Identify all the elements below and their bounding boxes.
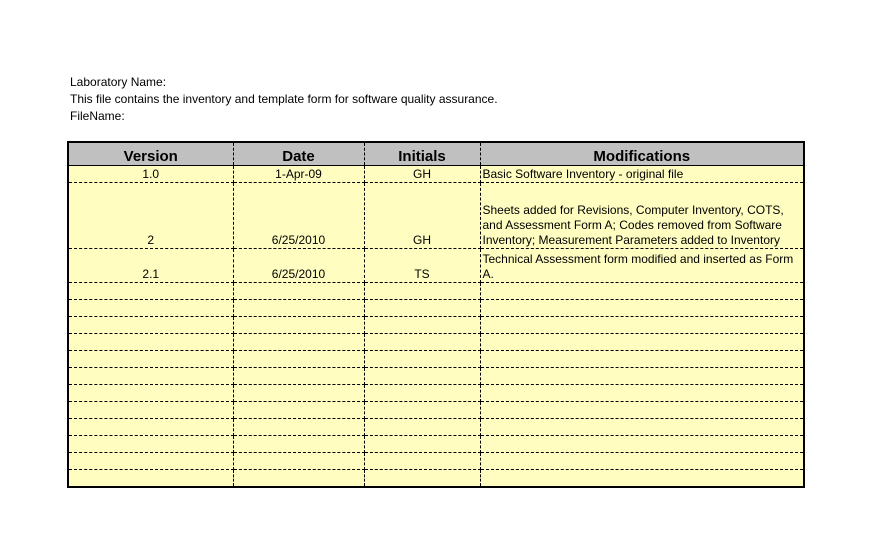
empty-cell[interactable]: [480, 300, 803, 317]
empty-cell[interactable]: [364, 317, 480, 334]
table-row: [69, 249, 803, 283]
empty-cell[interactable]: [69, 334, 233, 351]
document-header: [70, 74, 498, 125]
empty-row: [69, 300, 803, 317]
cell-version[interactable]: 2: [69, 183, 233, 249]
cell-date[interactable]: 6/25/2010: [233, 183, 364, 249]
empty-row: [69, 334, 803, 351]
empty-row: [69, 470, 803, 487]
empty-row: [69, 368, 803, 385]
empty-row: [69, 317, 803, 334]
empty-cell[interactable]: [69, 351, 233, 368]
empty-row: [69, 436, 803, 453]
empty-cell[interactable]: [69, 385, 233, 402]
empty-cell[interactable]: [69, 419, 233, 436]
empty-cell[interactable]: [480, 402, 803, 419]
empty-row: [69, 402, 803, 419]
empty-cell[interactable]: [480, 470, 803, 487]
empty-row: [69, 419, 803, 436]
empty-cell[interactable]: [69, 283, 233, 300]
empty-cell[interactable]: [233, 368, 364, 385]
empty-cell[interactable]: [233, 351, 364, 368]
empty-cell[interactable]: [69, 368, 233, 385]
empty-cell[interactable]: [364, 470, 480, 487]
cell-initials[interactable]: TS: [364, 249, 480, 283]
empty-cell[interactable]: [69, 317, 233, 334]
cell-modifications[interactable]: Technical Assessment form modified and inserted as Form A.: [480, 249, 803, 283]
table-row: [69, 166, 803, 183]
empty-cell[interactable]: [233, 334, 364, 351]
empty-cell[interactable]: [480, 334, 803, 351]
empty-cell[interactable]: [233, 283, 364, 300]
cell-version[interactable]: 1.0: [69, 166, 233, 183]
table-header-row: [69, 143, 803, 166]
empty-cell[interactable]: [233, 317, 364, 334]
empty-cell[interactable]: [364, 334, 480, 351]
empty-cell[interactable]: [480, 317, 803, 334]
empty-cell[interactable]: [364, 283, 480, 300]
empty-row: [69, 283, 803, 300]
cell-initials[interactable]: GH: [364, 183, 480, 249]
cell-initials[interactable]: GH: [364, 166, 480, 183]
column-header-version: Version: [69, 143, 233, 166]
empty-cell[interactable]: [233, 385, 364, 402]
cell-modifications[interactable]: Basic Software Inventory - original file: [480, 166, 803, 183]
empty-cell[interactable]: [480, 453, 803, 470]
empty-row: [69, 351, 803, 368]
column-header-initials: Initials: [364, 143, 480, 166]
empty-cell[interactable]: [480, 283, 803, 300]
empty-cell[interactable]: [480, 351, 803, 368]
table-row: [69, 183, 803, 249]
empty-cell[interactable]: [480, 419, 803, 436]
file-description: This file contains the inventory and template form for software quality assurance.: [70, 92, 498, 106]
empty-cell[interactable]: [233, 470, 364, 487]
empty-cell[interactable]: [480, 385, 803, 402]
empty-cell[interactable]: [364, 351, 480, 368]
empty-cell[interactable]: [364, 419, 480, 436]
empty-cell[interactable]: [480, 436, 803, 453]
cell-version[interactable]: 2.1: [69, 249, 233, 283]
filename-label: FileName:: [70, 109, 125, 123]
cell-date[interactable]: 1-Apr-09: [233, 166, 364, 183]
column-header-modifications: Modifications: [480, 143, 803, 166]
empty-cell[interactable]: [69, 300, 233, 317]
empty-cell[interactable]: [69, 453, 233, 470]
empty-row: [69, 385, 803, 402]
empty-cell[interactable]: [364, 385, 480, 402]
empty-cell[interactable]: [69, 470, 233, 487]
column-header-date: Date: [233, 143, 364, 166]
revision-table: [67, 141, 805, 488]
laboratory-name-label: Laboratory Name:: [70, 75, 167, 89]
empty-cell[interactable]: [233, 453, 364, 470]
empty-cell[interactable]: [233, 402, 364, 419]
empty-cell[interactable]: [364, 402, 480, 419]
empty-cell[interactable]: [233, 300, 364, 317]
empty-cell[interactable]: [233, 419, 364, 436]
empty-cell[interactable]: [364, 453, 480, 470]
empty-row: [69, 453, 803, 470]
empty-cell[interactable]: [364, 368, 480, 385]
empty-cell[interactable]: [69, 402, 233, 419]
empty-cell[interactable]: [364, 436, 480, 453]
cell-modifications[interactable]: Sheets added for Revisions, Computer Inventory, COTS, and Assessment Form A; Codes removed from Software Inventory; Measurement Parameters added to Inventory: [480, 183, 803, 249]
empty-cell[interactable]: [233, 436, 364, 453]
cell-date[interactable]: 6/25/2010: [233, 249, 364, 283]
empty-cell[interactable]: [69, 436, 233, 453]
empty-cell[interactable]: [364, 300, 480, 317]
empty-cell[interactable]: [480, 368, 803, 385]
